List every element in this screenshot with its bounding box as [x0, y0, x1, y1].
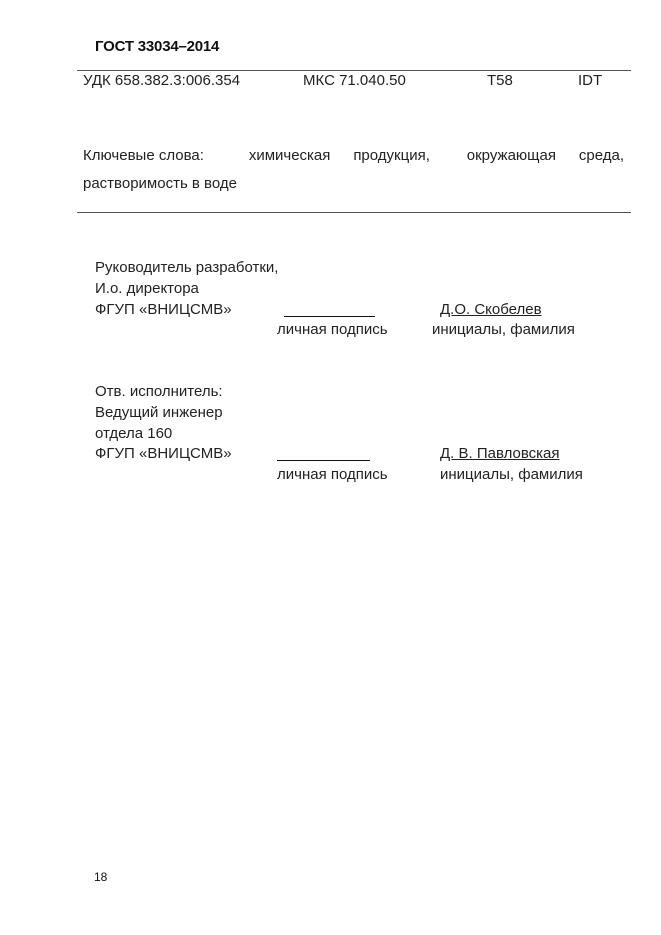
- keywords-line-2: растворимость в воде: [83, 175, 237, 192]
- document-header: ГОСТ 33034–2014: [95, 38, 220, 55]
- signer-role: Руководитель разработки,: [95, 259, 279, 276]
- keyword-word: продукция,: [353, 147, 430, 164]
- udc-code: УДК 658.382.3:006.354: [83, 72, 241, 89]
- keyword-word: среда,: [578, 147, 624, 164]
- keyword-word: химическая: [248, 147, 331, 164]
- signer-name: Д.О. Скобелев: [440, 301, 542, 318]
- signature-line: [284, 316, 375, 317]
- name-caption: инициалы, фамилия: [432, 321, 575, 338]
- page-number: 18: [94, 870, 108, 884]
- signer-department: отдела 160: [95, 425, 173, 442]
- signature-caption: личная подпись: [277, 466, 388, 483]
- degree-code: IDT: [578, 72, 603, 89]
- signer-role: Отв. исполнитель:: [95, 383, 223, 400]
- signature-line: [277, 460, 370, 461]
- signature-caption: личная подпись: [277, 321, 388, 338]
- keywords-label: Ключевые слова:: [83, 147, 204, 164]
- signer-name: Д. В. Павловская: [440, 445, 560, 462]
- signer-position: И.о. директора: [95, 280, 199, 297]
- keywords-line: [83, 147, 624, 164]
- bottom-rule: [77, 212, 631, 213]
- signer-position: Ведущий инженер: [95, 404, 223, 421]
- mks-code: МКС 71.040.50: [303, 72, 406, 89]
- top-rule: [77, 70, 631, 71]
- signer-organization: ФГУП «ВНИЦСМВ»: [95, 301, 232, 318]
- name-caption: инициалы, фамилия: [440, 466, 583, 483]
- category-code: Т58: [487, 72, 513, 89]
- signer-organization: ФГУП «ВНИЦСМВ»: [95, 445, 232, 462]
- keyword-word: окружающая: [466, 147, 556, 164]
